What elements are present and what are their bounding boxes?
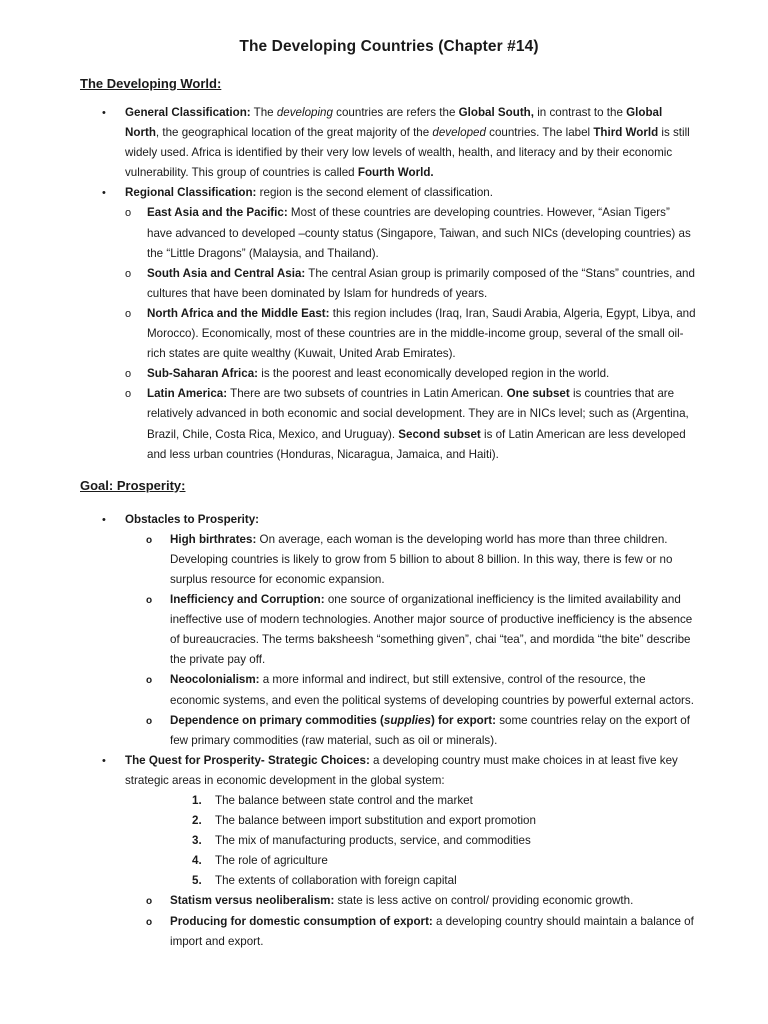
region-south-asia: o South Asia and Central Asia: The central Asian group is primarily composed of the “Stans” countries, and cultures that have been dominated by Islam for hundreds of years.: [80, 264, 698, 304]
region-sub-saharan-africa: o Sub-Saharan Africa: is the poorest and least economically developed region in the world.: [80, 364, 698, 384]
section-heading-goal-prosperity: Goal: Prosperity:: [80, 477, 186, 493]
strategy-domestic-consumption: o Producing for domestic consumption of export: a developing country should maintain a balance of import and export.: [146, 914, 694, 948]
bullet-general-classification: [80, 103, 698, 183]
choice-item: 4. The role of agriculture: [192, 854, 328, 868]
bullet-dot-icon: •: [102, 754, 106, 767]
obstacle-neocolonialism: o Neocolonialism: a more informal and indirect, but still extensive, control of the resource, the economic systems, and even the political systems of developing countries by powerful external actors.: [146, 673, 694, 707]
page-title: The Developing Countries (Chapter #14): [239, 38, 539, 55]
bullet-circle-icon: o: [146, 715, 153, 727]
choice-item: 1. The balance between state control and the market: [192, 794, 473, 807]
bullet-circle-icon: o: [146, 675, 153, 687]
bullet-circle-icon: o: [125, 368, 132, 381]
choice-item: 2. The balance between import substitution and export promotion: [192, 814, 536, 828]
bullet-circle-icon: o: [125, 307, 132, 320]
bullet-circle-icon: o: [146, 896, 153, 908]
bullet-circle-icon: o: [146, 595, 153, 607]
bullet-circle-icon: o: [125, 267, 132, 280]
choice-item: 3. The mix of manufacturing products, service, and commodities: [192, 834, 531, 848]
bullet-circle-icon: o: [125, 207, 132, 220]
bullet-obstacles: • Obstacles to Prosperity:: [80, 510, 698, 530]
section-heading-developing-world: The Developing World:: [80, 76, 222, 91]
bullet-dot-icon: •: [102, 187, 106, 200]
region-east-asia: o East Asia and the Pacific: Most of these countries are developing countries. However, “Asian Tigers” have advanced to developed –county status (Singapore, Taiwan, and such NICs (developing countries) as the “Little Dragons” (Malaysia, and Thailand).: [80, 203, 698, 263]
obstacle-high-birthrates: o High birthrates: On average, each woman is the developing world has more than three children. Developing countries is likely to grow from 5 billion to about 8 billion. In this way, there is few or no surplus resource for economic expansion.: [146, 532, 673, 586]
bullet-dot-icon: •: [102, 513, 106, 526]
bullet-dot-icon: •: [102, 107, 106, 119]
obstacle-inefficiency: o Inefficiency and Corruption: one source of organizational inefficiency is the limited availability and ineffective use of modern technologies. Another major source of productive inefficiency is the absence of bureaucracies. The terms baksheesh “something given”, chai “tea”, and mordida “the bite” describe the private pay off.: [146, 593, 693, 667]
obstacle-dependence: o Dependence on primary commodities (supplies) for export: some countries relay on the export of few primary commodities (raw material, such as oil or minerals).: [146, 713, 690, 747]
bullet-circle-icon: o: [146, 916, 153, 928]
choice-item: 5. The extents of collaboration with foreign capital: [192, 874, 457, 888]
paragraph: General Classification: The developing countries are refers the Global South, in contrast to the Global North, the geographical location of the great majority of the developed countries. The label Third World is still widely used. Africa is identified by their very low levels of wealth, health, and literacy and by their economic vulnerability. This group of countries is called Fourth World.: [125, 106, 690, 180]
region-latin-america: o Latin America: There are two subsets of countries in Latin American. One subset is countries that are relatively advanced in both economic and social development. They are in NICs level; such as (Argentina, Brazil, Chile, Costa Rica, Mexico, and Uruguay). Second subset is of Latin American are less developed and less urban countries (Honduras, Nicaragua, Jamaica, and Haiti).: [80, 384, 698, 464]
bullet-circle-icon: o: [146, 534, 153, 546]
strategy-statism: o Statism versus neoliberalism: state is less active on control/ providing economic growth.: [80, 891, 698, 911]
bullet-regional-classification: • Regional Classification: region is the second element of classification.: [80, 183, 698, 203]
region-north-africa: o North Africa and the Middle East: this region includes (Iraq, Iran, Saudi Arabia, Algeria, Egypt, Libya, and Morocco). Economically, most of these countries are in the middle-income group, several of the small oil-rich states are quite wealthy (Kuwait, United Arab Emirates).: [80, 304, 698, 364]
bullet-circle-icon: o: [125, 388, 132, 401]
bullet-quest-prosperity: • The Quest for Prosperity- Strategic Choices: a developing country must make choices in at least five key strategic areas in economic development in the global system:: [80, 751, 698, 791]
